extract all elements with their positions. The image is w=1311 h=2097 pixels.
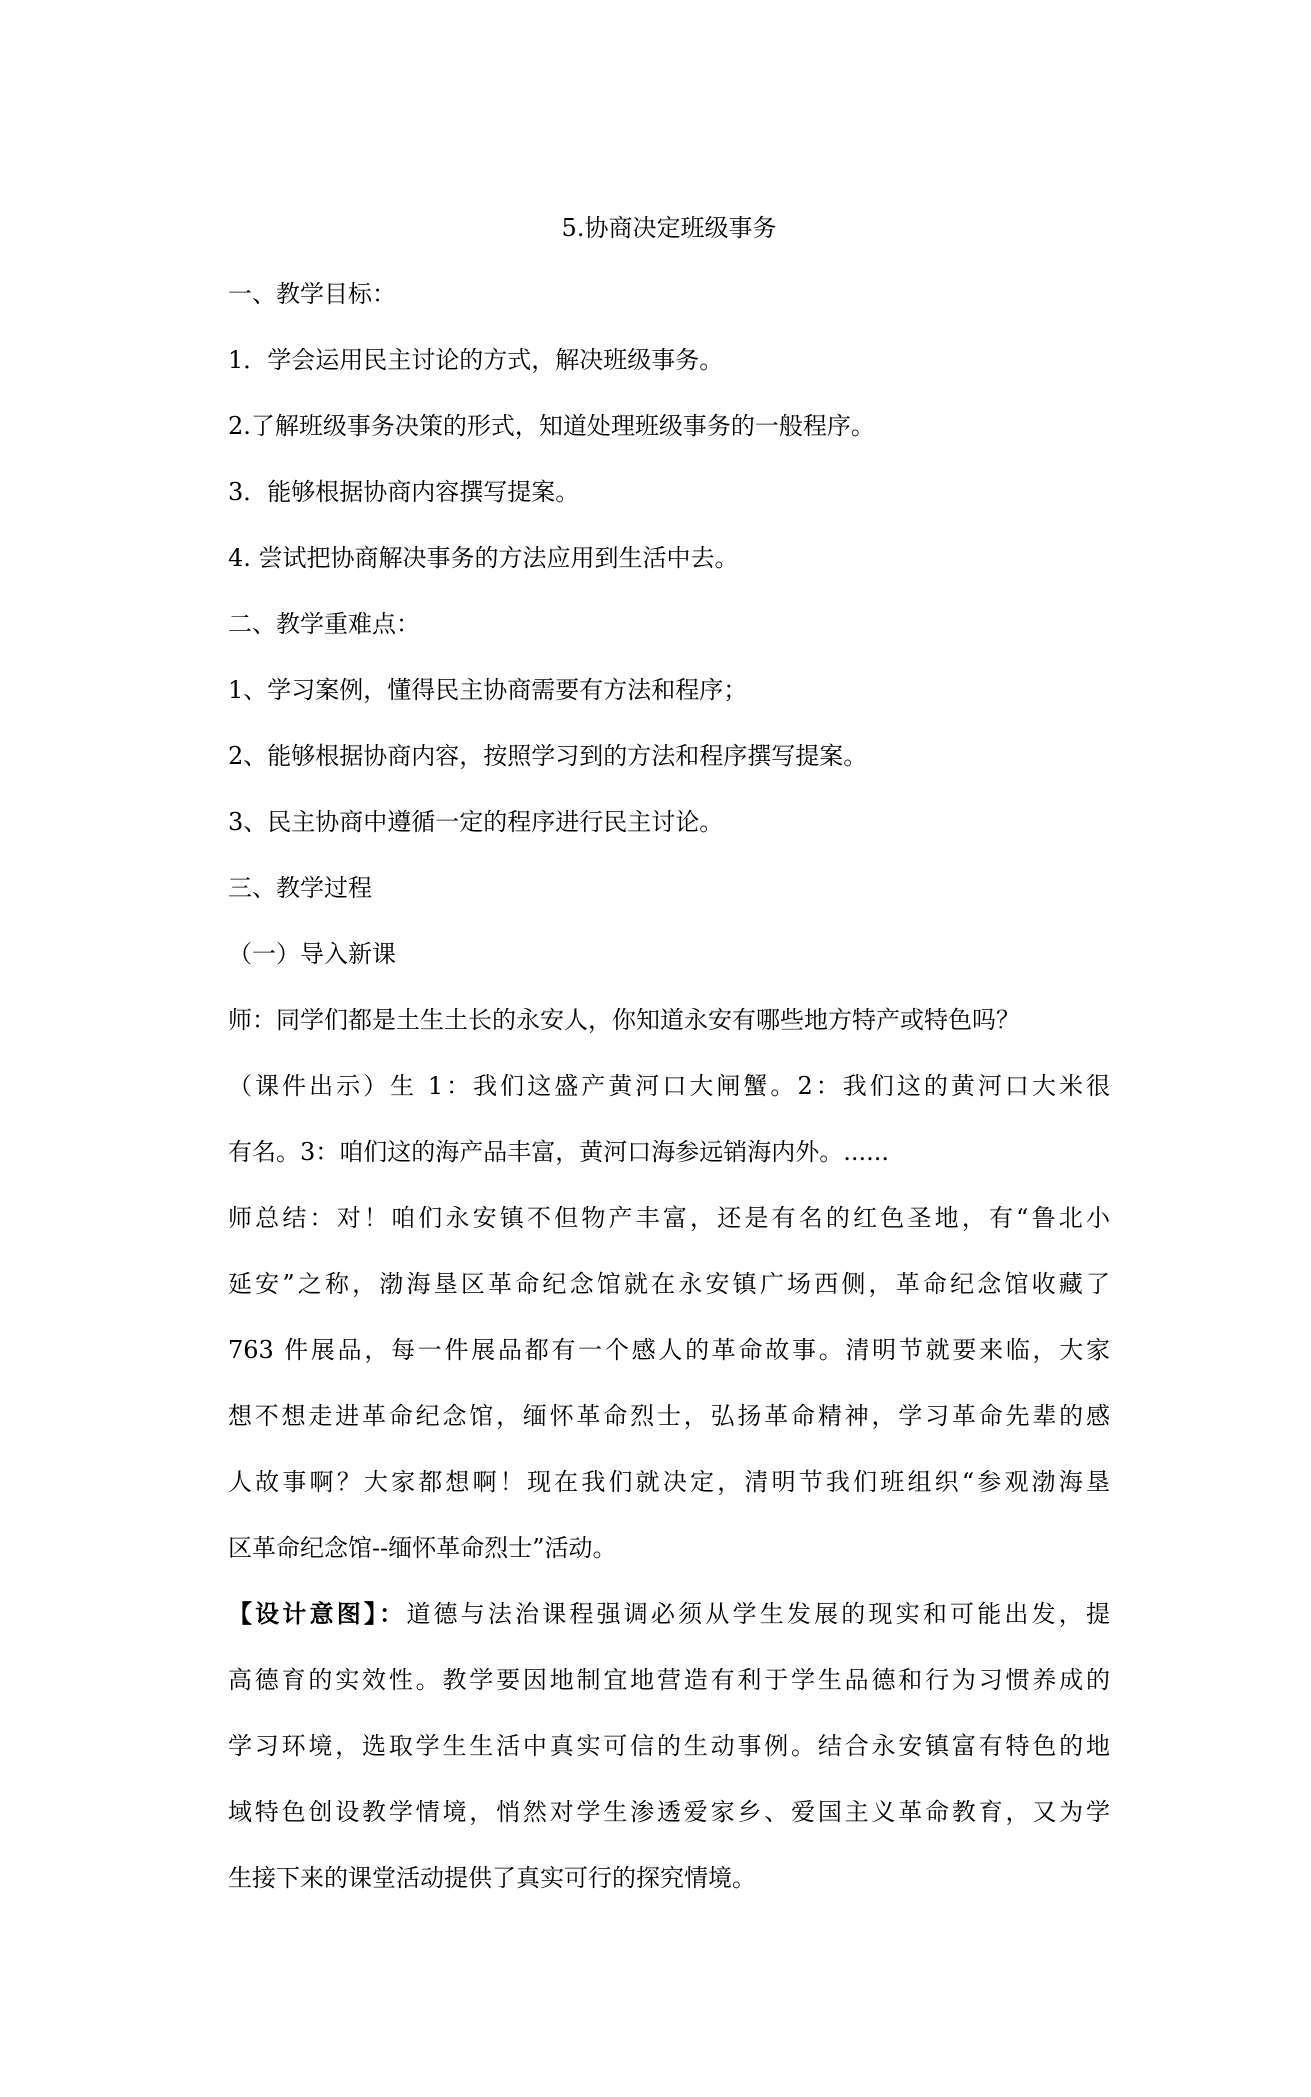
section-heading-goals: 一、教学目标： [228, 280, 396, 308]
student-answer-line-2: 有名。3：咱们这的海产品丰富，黄河口海参远销海内外。...... [228, 1138, 890, 1166]
design-intent-line-5: 生接下来的课堂活动提供了真实可行的探究情境。 [228, 1864, 756, 1892]
document-title: 5.协商决定班级事务 [561, 214, 777, 242]
goal-item-3: 3．能够根据协商内容撰写提案。 [228, 478, 580, 506]
teacher-summary-line-5: 人故事啊？大家都想啊！现在我们就决定，清明节我们班组织“参观渤海垦 [228, 1468, 1110, 1496]
teacher-summary-line-2: 延安”之称，渤海垦区革命纪念馆就在永安镇广场西侧，革命纪念馆收藏了 [228, 1270, 1110, 1298]
subsection-heading-intro: （一）导入新课 [228, 940, 396, 968]
design-intent-line-1 [228, 1596, 1110, 1632]
teacher-summary-line-3: 763 件展品，每一件展品都有一个感人的革命故事。清明节就要来临，大家 [228, 1336, 1110, 1364]
design-intent-line-4: 域特色创设教学情境，悄然对学生渗透爱家乡、爱国主义革命教育，又为学 [228, 1798, 1110, 1826]
teacher-summary-line-6: 区革命纪念馆--缅怀革命烈士”活动。 [228, 1534, 617, 1562]
teacher-summary-line-1: 师总结：对！咱们永安镇不但物产丰富，还是有名的红色圣地，有“鲁北小 [228, 1204, 1110, 1232]
goal-item-1: 1．学会运用民主讨论的方式，解决班级事务。 [228, 346, 724, 374]
teacher-summary-line-4: 想不想走进革命纪念馆，缅怀革命烈士，弘扬革命精神，学习革命先辈的感 [228, 1402, 1110, 1430]
section-heading-process: 三、教学过程 [228, 874, 372, 902]
design-intent-label: 【设计意图】： [228, 1599, 407, 1628]
design-intent-text: 道德与法治课程强调必须从学生发展的现实和可能出发，提 [406, 1600, 1110, 1628]
keypoint-item-2: 2、能够根据协商内容，按照学习到的方法和程序撰写提案。 [228, 742, 868, 770]
student-answer-line-1: （课件出示）生 1：我们这盛产黄河口大闸蟹。2：我们这的黄河口大米很 [228, 1072, 1110, 1100]
keypoint-item-1: 1、学习案例，懂得民主协商需要有方法和程序； [228, 676, 748, 704]
design-intent-line-2: 高德育的实效性。教学要因地制宜地营造有利于学生品德和行为习惯养成的 [228, 1666, 1110, 1694]
design-intent-line-3: 学习环境，选取学生生活中真实可信的生动事例。结合永安镇富有特色的地 [228, 1732, 1110, 1760]
teacher-question: 师：同学们都是土生土长的永安人，你知道永安有哪些地方特产或特色吗？ [228, 1006, 1020, 1034]
goal-item-4: 4. 尝试把协商解决事务的方法应用到生活中去。 [228, 544, 739, 572]
goal-item-2: 2.了解班级事务决策的形式，知道处理班级事务的一般程序。 [228, 412, 875, 440]
section-heading-keypoints: 二、教学重难点： [228, 610, 420, 638]
keypoint-item-3: 3、民主协商中遵循一定的程序进行民主讨论。 [228, 808, 724, 836]
